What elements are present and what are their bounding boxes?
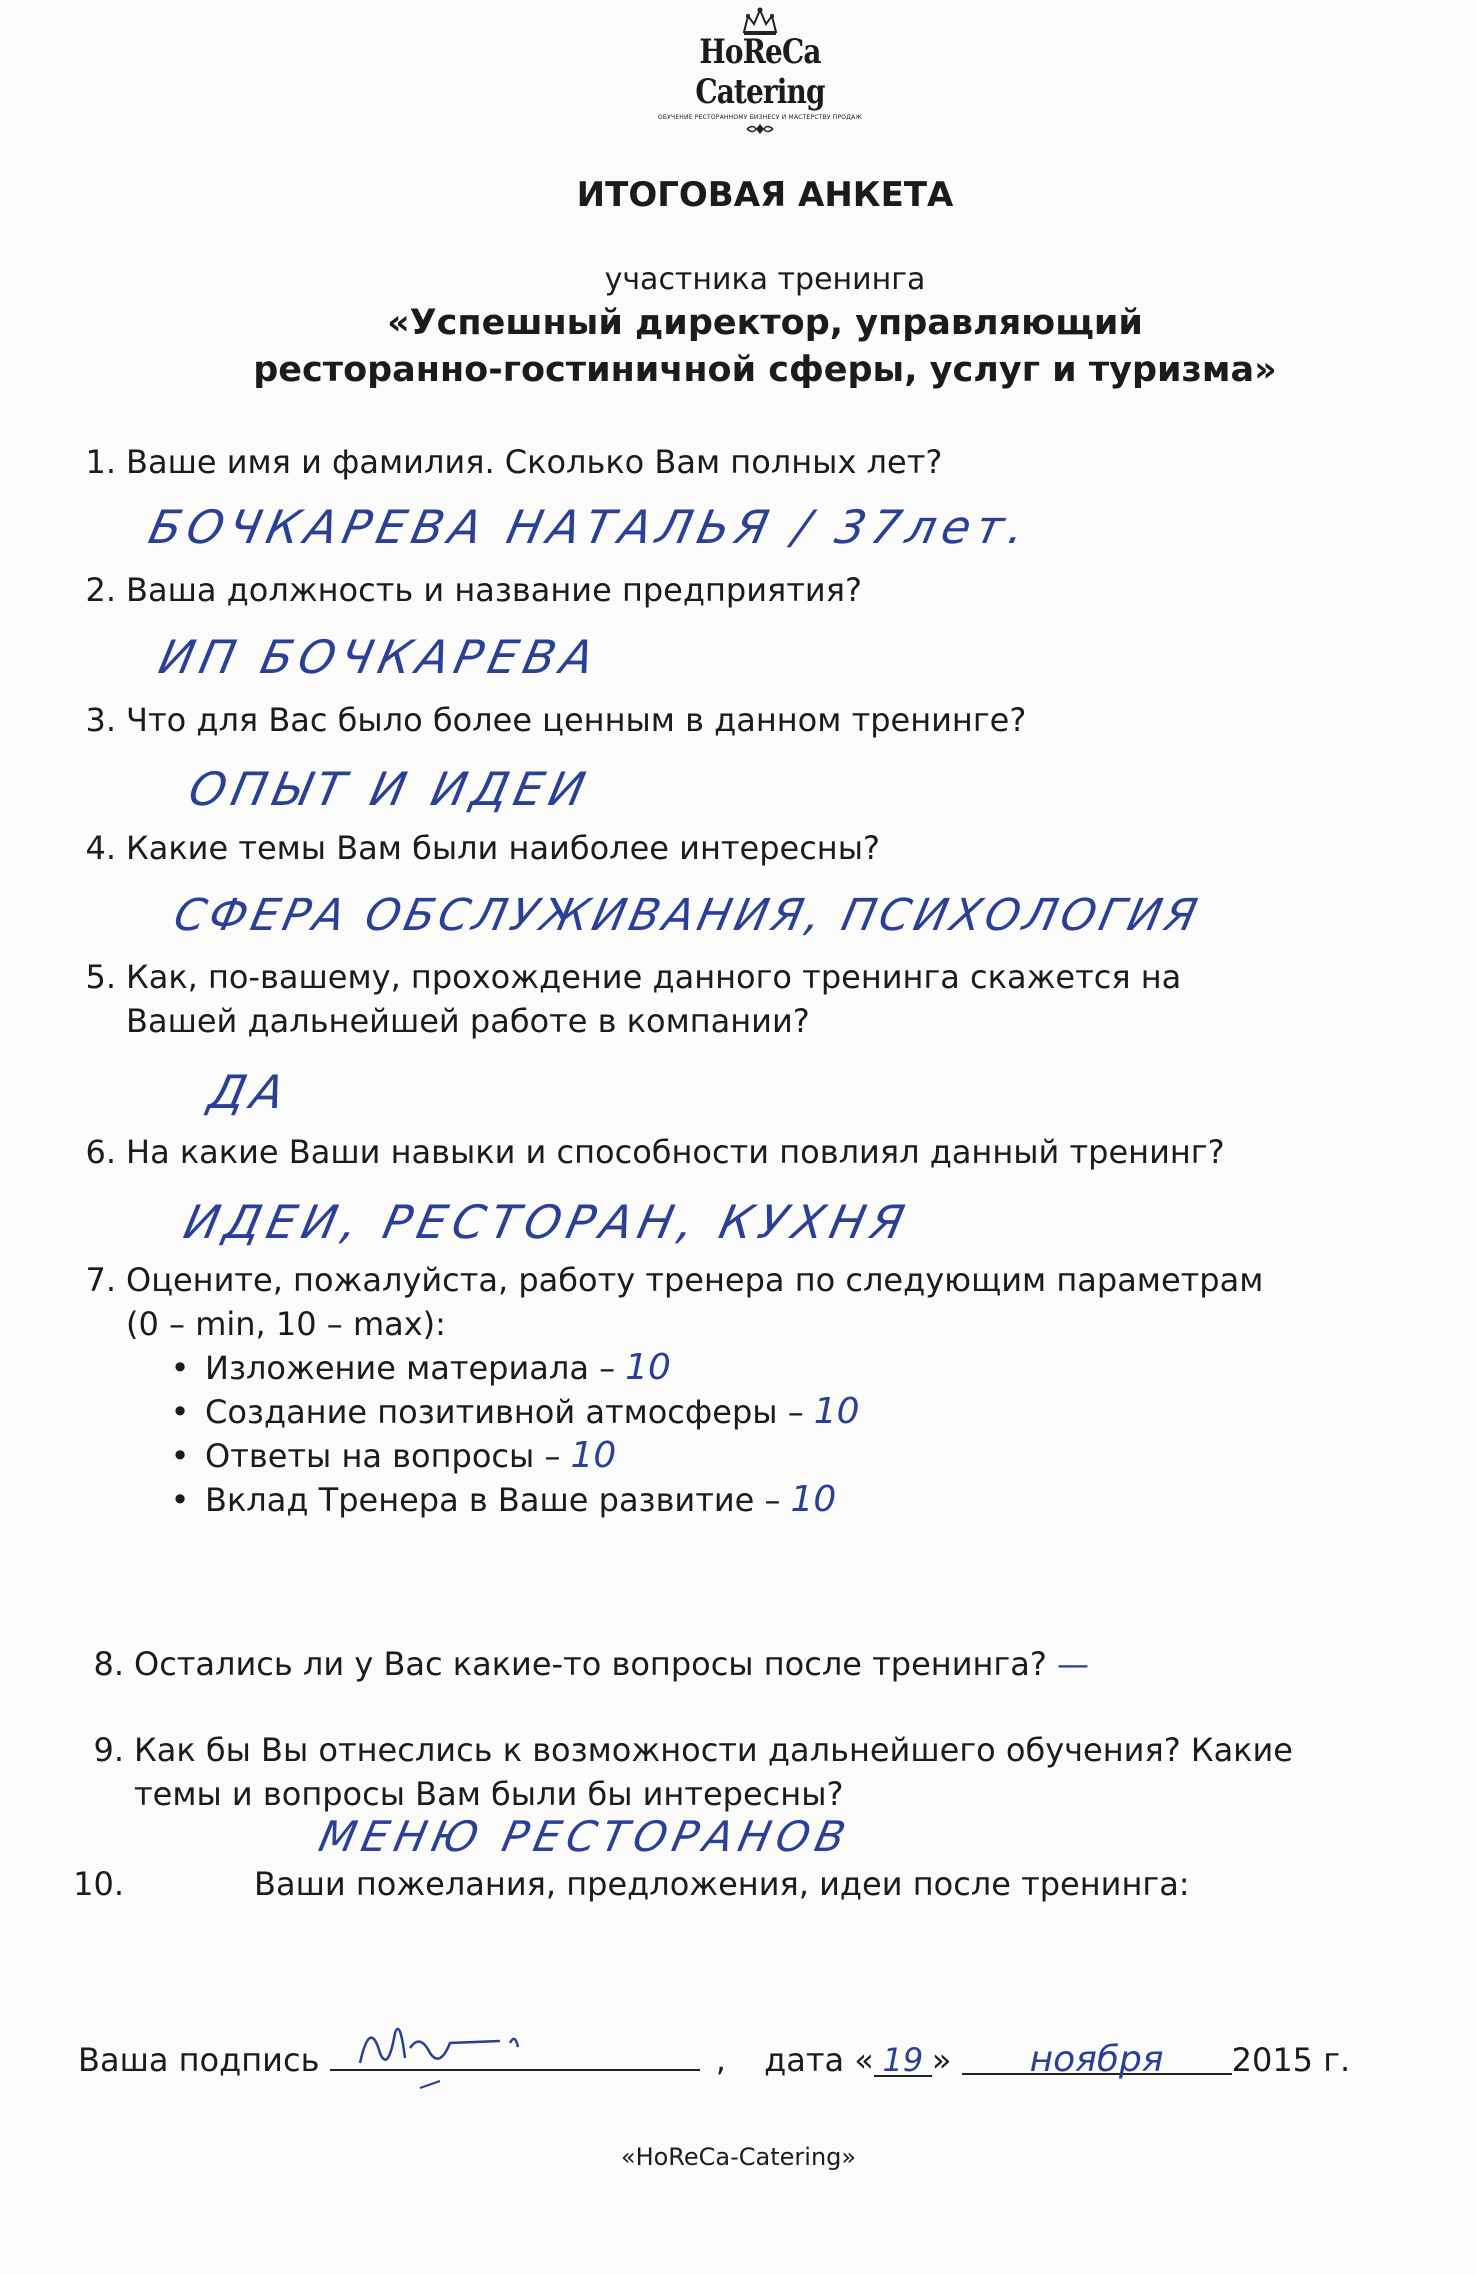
answer-3: ОПЫТ И ИДЕИ [184,762,596,816]
question-text: Ваша должность и название предприятия? [126,571,862,609]
question-number: 7. [85,1261,116,1299]
answer-9: МЕНЮ РЕСТОРАНОВ [314,1812,856,1861]
question-3 [62,698,1026,742]
question-number: 6. [85,1133,116,1171]
rating-label: Создание позитивной атмосферы – [205,1393,804,1431]
question-7 [62,1258,1263,1346]
question-number: 1. [85,443,116,481]
logo-brand: HoReCa Catering [695,32,825,112]
date-label: дата « [764,2041,874,2079]
rating-score: 10 [813,1391,860,1432]
date-month: ноября [962,2039,1232,2075]
answer-6: ИДЕИ, РЕСТОРАН, КУХНЯ [179,1195,915,1249]
date-year: 2015 г. [1231,2041,1351,2079]
answer-5: ДА [204,1065,296,1119]
question-number: 3. [85,701,116,739]
bullet-icon: • [170,1481,190,1519]
question-number: 4. [85,829,116,867]
date-close: » [931,2041,952,2079]
rating-score: 10 [790,1479,837,1520]
rating-label: Ответы на вопросы – [205,1437,561,1475]
signature-row [78,2035,1350,2079]
bullet-icon: • [170,1393,190,1431]
question-6 [62,1130,1225,1174]
footer-text: «HoReCa-Catering» [620,2143,857,2171]
question-9 [70,1728,1293,1816]
question-number: 9. [93,1731,124,1769]
page-title: ИТОГОВАЯ АНКЕТА [576,175,954,215]
signature-field [330,2035,700,2071]
answer-8: — [1057,1645,1089,1683]
question-1 [62,440,942,484]
rating-item [155,1390,860,1434]
rating-score: 10 [570,1435,617,1476]
question-text-continued: темы и вопросы Вам были бы интересны? [134,1775,844,1813]
question-4 [62,826,880,870]
date-day: 19 [874,2041,932,2077]
question-2 [62,568,862,612]
course-line-1: «Успешный директор, управляющий [387,303,1143,343]
bullet-icon: • [170,1437,190,1475]
question-10 [70,1862,1190,1906]
course-name [0,300,1477,394]
rating-item [155,1346,860,1390]
question-text: Оцените, пожалуйста, работу тренера по следующим параметрам [126,1261,1264,1299]
rating-item [155,1434,860,1478]
question-text: Как, по-вашему, прохождение данного тренинга скажется на [126,958,1182,996]
question-text: Какие темы Вам были наиболее интересны? [126,829,880,867]
rating-list [155,1346,860,1522]
question-text: На какие Ваши навыки и способности повлиял данный тренинг? [126,1133,1225,1171]
course-line-2: ресторанно-гостиничной сферы, услуг и туризма» [253,350,1277,390]
question-text: Ваше имя и фамилия. Сколько Вам полных лет? [126,443,943,481]
question-text: Что для Вас было более ценным в данном тренинге? [126,701,1027,739]
rating-item [155,1478,860,1522]
question-number: 2. [85,571,116,609]
rating-label: Вклад Тренера в Ваше развитие – [205,1481,781,1519]
question-5 [62,955,1181,1043]
page-subtitle: участника тренинга [604,262,926,297]
answer-2: ИП БОЧКАРЕВА [154,630,605,684]
ornament-icon [745,122,775,136]
signature-label: Ваша подпись [78,2041,320,2079]
question-text-continued: Вашей дальнейшей работе в компании? [126,1002,810,1040]
handwritten-signature [350,2013,560,2093]
logo-tagline: ОБУЧЕНИЕ РЕСТОРАННОМУ БИЗНЕСУ И МАСТЕРСТВУ ПРОДАЖ [657,114,863,121]
question-text: Как бы Вы отнеслись к возможности дальнейшего обучения? Какие [134,1731,1293,1769]
question-number: 5. [85,958,116,996]
rating-score: 10 [625,1347,671,1388]
logo [640,6,880,121]
answer-4: СФЕРА ОБСЛУЖИВАНИЯ, ПСИХОЛОГИЯ [169,890,1206,941]
question-text: Остались ли у Вас какие-то вопросы после тренинга? [134,1645,1047,1683]
signature-separator: , [715,2041,726,2079]
question-text-continued: (0 – min, 10 – max): [126,1305,446,1343]
answer-1: БОЧКАРЕВА НАТАЛЬЯ / 37лет. [144,500,1036,554]
question-8 [70,1642,1089,1686]
question-number: 10. [73,1865,124,1903]
rating-label: Изложение материала – [205,1349,616,1387]
bullet-icon: • [170,1349,190,1387]
question-text: Ваши пожелания, предложения, идеи после тренинга: [254,1865,1190,1903]
question-number: 8. [93,1645,124,1683]
